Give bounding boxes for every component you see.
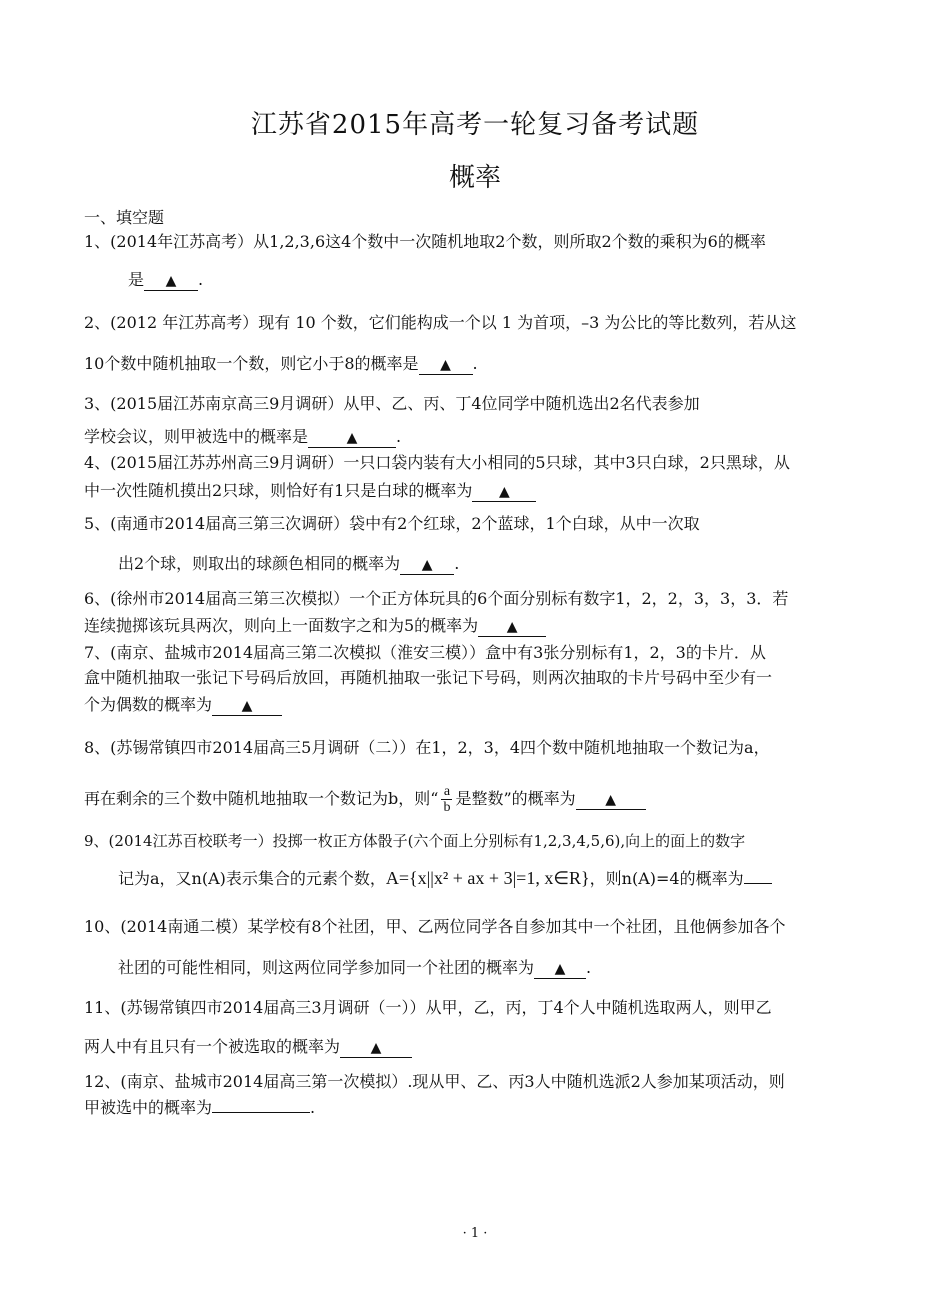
question-11-line-1: 11、(苏锡常镇四市2014届高三3月调研（一））从甲，乙，丙，丁4个人中随机选取两人，则甲乙: [84, 998, 772, 1017]
question-8-text: 再在剩余的三个数中随机地抽取一个数记为b，则“: [84, 789, 439, 808]
answer-blank: ▲: [419, 356, 473, 375]
question-6-line-2: [84, 616, 546, 637]
question-11-line-2: [84, 1037, 412, 1058]
question-4-text: 中一次性随机摸出2只球，则恰好有1只是白球的概率为: [84, 481, 473, 500]
question-1-line-1: 1、(2014年江苏高考）从1,2,3,6这4个数中一次随机地取2个数，则所取2个数的乘积为6的概率: [84, 232, 766, 251]
question-2-line-1: 2、(2012 年江苏高考）现有 10 个数，它们能构成一个以 1 为首项，–3 为公比的等比数列，若从这: [84, 313, 797, 332]
question-1-end: .: [198, 270, 204, 289]
question-8-line-2: [84, 782, 646, 816]
answer-blank: ▲: [340, 1039, 412, 1058]
question-9-text: 记为a，又n(A)表示集合的元素个数，: [118, 869, 386, 888]
question-12-text: 甲被选中的概率为: [84, 1098, 213, 1117]
question-12-line-2: [84, 1098, 315, 1118]
question-4-line-2: [84, 481, 536, 502]
page-number: · 1 ·: [462, 1226, 488, 1241]
question-8-text-2: 是整数”的概率为: [455, 789, 576, 808]
section-heading: 一、填空题: [84, 208, 165, 227]
question-6-text: 连续抛掷该玩具两次，则向上一面数字之和为5的概率为: [84, 616, 479, 635]
answer-blank: ▲: [144, 272, 198, 291]
question-6-line-1: 6、(徐州市2014届高三第三次模拟）一个正方体玩具的6个面分别标有数字1，2，2，3，3，3．若: [84, 589, 789, 608]
answer-blank: ▲: [478, 618, 546, 637]
question-12-end: .: [310, 1098, 316, 1117]
question-7-text: 个为偶数的概率为: [84, 695, 213, 714]
question-9-line-2: [118, 868, 772, 889]
question-1-text: 是: [128, 270, 145, 289]
answer-blank: ▲: [472, 483, 536, 502]
question-5-text: 出2个球，则取出的球颜色相同的概率为: [118, 554, 401, 573]
question-7-line-3: [84, 695, 282, 716]
question-5-line-2: [118, 554, 459, 575]
question-10-line-1: 10、(2014南通二模）某学校有8个社团，甲、乙两位同学各自参加其中一个社团，且他俩参加各个: [84, 917, 786, 936]
question-10-line-2: [118, 958, 591, 979]
fraction-denominator: b: [443, 800, 451, 815]
question-2-end: .: [472, 354, 478, 373]
answer-blank-empty: [212, 1112, 310, 1113]
question-10-text: 社团的可能性相同，则这两位同学参加同一个社团的概率为: [118, 958, 535, 977]
answer-blank: ▲: [576, 791, 646, 810]
fraction-a-over-b: [441, 784, 452, 815]
answer-blank: ▲: [212, 697, 282, 716]
question-9-line-1: 9、(2014江苏百校联考一）投掷一枚正方体骰子(六个面上分别标有1,2,3,4,5,6),向上的面上的数字: [84, 832, 746, 850]
answer-blank: ▲: [534, 960, 586, 979]
question-7-line-2: 盒中随机抽取一张记下号码后放回，再随机抽取一张记下号码，则两次抽取的卡片号码中至少有一: [84, 668, 773, 687]
question-11-text: 两人中有且只有一个被选取的概率为: [84, 1037, 341, 1056]
page-title: 江苏省2015年高考一轮复习备考试题: [250, 110, 700, 140]
question-3-end: .: [396, 427, 402, 446]
answer-blank: ▲: [400, 556, 454, 575]
question-8-line-1: 8、(苏锡常镇四市2014届高三5月调研（二））在1，2，3，4四个数中随机地抽取一个数记为a，: [84, 738, 770, 757]
question-5-line-1: 5、(南通市2014届高三第三次调研）袋中有2个红球，2个蓝球，1个白球，从中一次取: [84, 514, 700, 533]
question-3-text: 学校会议，则甲被选中的概率是: [84, 427, 309, 446]
question-4-line-1: 4、(2015届江苏苏州高三9月调研）一只口袋内装有大小相同的5只球，其中3只白球，2只黑球，从: [84, 453, 790, 472]
question-9-text-2: ，则n(A)=4的概率为: [589, 869, 744, 888]
question-5-end: .: [454, 554, 460, 573]
fraction-numerator: a: [441, 784, 452, 800]
answer-blank-empty: [744, 883, 772, 884]
page-subtitle: 概率: [448, 163, 501, 193]
question-12-line-1: 12、(南京、盐城市2014届高三第一次模拟）.现从甲、乙、丙3人中随机选派2人参加某项活动，则: [84, 1072, 785, 1091]
question-3-line-2: [84, 427, 401, 448]
question-3-line-1: 3、(2015届江苏南京高三9月调研）从甲、乙、丙、丁4位同学中随机选出2名代表参加: [84, 394, 700, 413]
question-7-line-1: 7、(南京、盐城市2014届高三第二次模拟（淮安三模））盒中有3张分别标有1，2，3的卡片．从: [84, 643, 766, 662]
question-1-line-2: [128, 270, 203, 291]
set-definition: A={x||x² + ax + 3|=1, x∈R}: [385, 868, 590, 888]
answer-blank: ▲: [308, 429, 396, 448]
question-2-text: 10个数中随机抽取一个数，则它小于8的概率是: [84, 354, 419, 373]
question-10-end: .: [586, 958, 592, 977]
question-2-line-2: [84, 354, 478, 375]
